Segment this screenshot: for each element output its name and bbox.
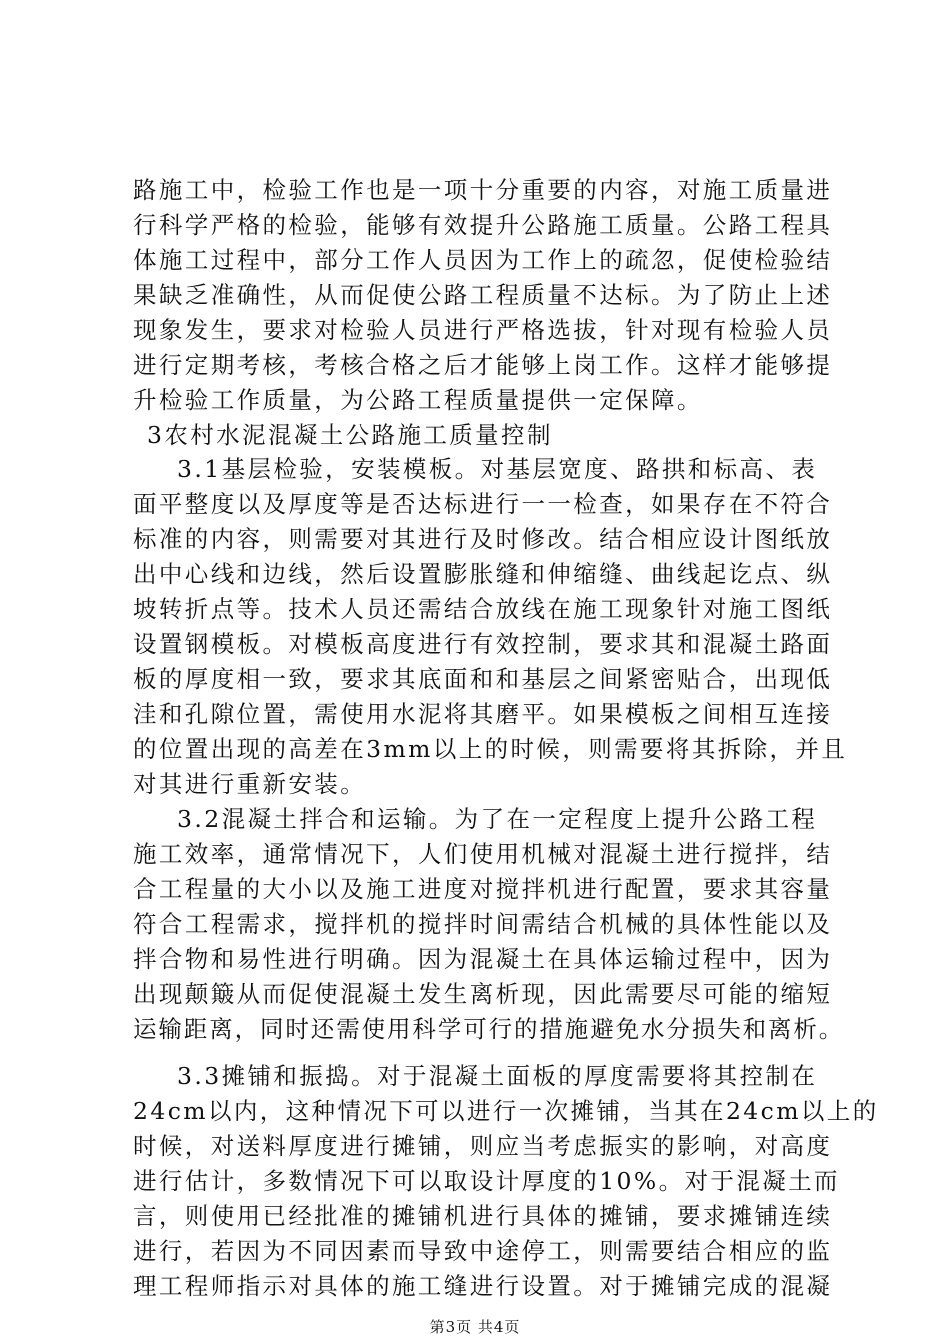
section-heading: 3农村水泥混凝土公路施工质量控制	[147, 421, 553, 449]
body-text-line: 进行定期考核，考核合格之后才能够上岗工作。这样才能够提	[133, 351, 833, 379]
body-text-line: 符合工程需求，搅拌机的搅拌时间需结合机械的具体性能以及	[133, 910, 833, 938]
body-text-line: 路施工中，检验工作也是一项十分重要的内容，对施工质量进	[133, 176, 833, 204]
body-text-line: 行科学严格的检验，能够有效提升公路施工质量。公路工程具	[133, 211, 833, 239]
body-text-line: 3.2混凝土拌合和运输。为了在一定程度上提升公路工程	[177, 805, 818, 833]
body-text-line: 3.1基层检验，安装模板。对基层宽度、路拱和标高、表	[177, 455, 818, 483]
body-text-line: 体施工过程中，部分工作人员因为工作上的疏忽，促使检验结	[133, 246, 833, 274]
body-text-line: 进行估计，多数情况下可以取设计厚度的10%。对于混凝土而	[133, 1167, 840, 1195]
body-text-line: 3.3摊铺和振捣。对于混凝土面板的厚度需要将其控制在	[177, 1062, 818, 1090]
page-number-footer: 第3页 共4页	[429, 1318, 521, 1336]
body-text-line: 板的厚度相一致，要求其底面和和基层之间紧密贴合，出现低	[133, 665, 833, 693]
body-text-line: 理工程师指示对具体的施工缝进行设置。对于摊铺完成的混凝	[133, 1272, 833, 1300]
body-text-line: 24cm以内，这种情况下可以进行一次摊铺，当其在24cm以上的	[133, 1097, 879, 1125]
body-text-line: 拌合物和易性进行明确。因为混凝土在具体运输过程中，因为	[133, 945, 833, 973]
body-text-line: 设置钢模板。对模板高度进行有效控制，要求其和混凝土路面	[133, 630, 833, 658]
body-text-line: 标准的内容，则需要对其进行及时修改。结合相应设计图纸放	[133, 525, 833, 553]
body-text-line: 合工程量的大小以及施工进度对搅拌机进行配置，要求其容量	[133, 875, 833, 903]
body-text-line: 运输距离，同时还需使用科学可行的措施避免水分损失和离析。	[133, 1015, 845, 1043]
body-text-line: 洼和孔隙位置，需使用水泥将其磨平。如果模板之间相互连接	[133, 700, 833, 728]
body-text-line: 出现颠簸从而促使混凝土发生离析现，因此需要尽可能的缩短	[133, 980, 833, 1008]
body-text-line: 坡转折点等。技术人员还需结合放线在施工现象针对施工图纸	[133, 595, 833, 623]
body-text-line: 对其进行重新安装。	[133, 770, 367, 798]
body-text-line: 施工效率，通常情况下，人们使用机械对混凝土进行搅拌，结	[133, 840, 833, 868]
body-text-line: 的位置出现的高差在3mm以上的时候，则需要将其拆除，并且	[133, 735, 848, 763]
body-text-line: 果缺乏准确性，从而促使公路工程质量不达标。为了防止上述	[133, 281, 833, 309]
body-text-line: 言，则使用已经批准的摊铺机进行具体的摊铺，要求摊铺连续	[133, 1202, 833, 1230]
body-text-line: 出中心线和边线，然后设置膨胀缝和伸缩缝、曲线起讫点、纵	[133, 560, 833, 588]
body-text-line: 面平整度以及厚度等是否达标进行一一检查，如果存在不符合	[133, 490, 833, 518]
body-text-line: 升检验工作质量，为公路工程质量提供一定保障。	[133, 386, 703, 414]
body-text-line: 现象发生，要求对检验人员进行严格选拔，针对现有检验人员	[133, 316, 833, 344]
body-text-line: 进行，若因为不同因素而导致中途停工，则需要结合相应的监	[133, 1237, 833, 1265]
body-text-line: 时候，对送料厚度进行摊铺，则应当考虑振实的影响，对高度	[133, 1132, 833, 1160]
